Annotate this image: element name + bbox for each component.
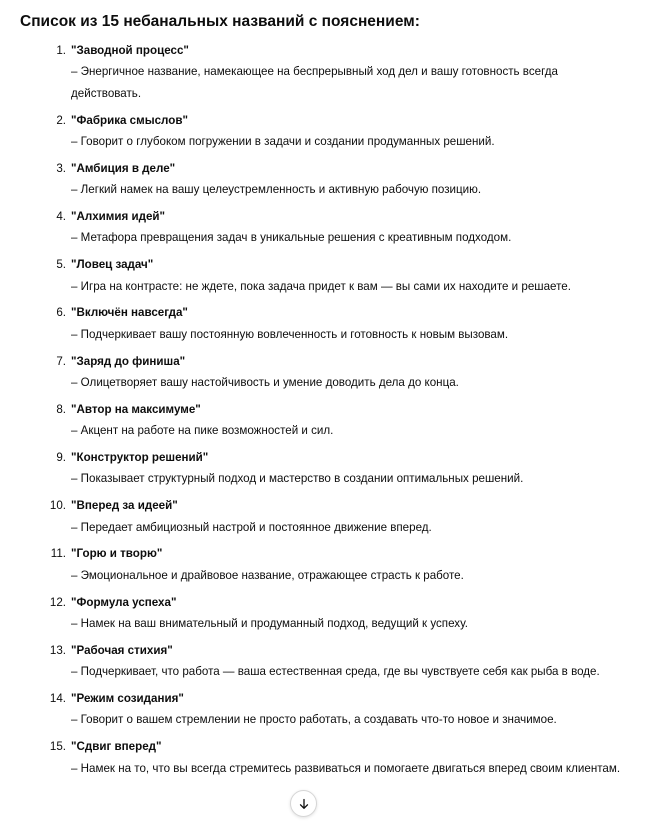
list-item-title: "Амбиция в деле" xyxy=(71,161,176,175)
list-item-number: 10. xyxy=(49,499,66,513)
list-item-number: 5. xyxy=(56,258,66,272)
list-item-description: – Подчеркивает вашу постоянную вовлеченность и готовность к новым вызовам. xyxy=(71,327,509,341)
list-item-description: – Показывает структурный подход и мастерство в создании оптимальных решений. xyxy=(71,472,524,486)
list-item-description: – Энергичное название, намекающее на беспрерывный ход дел и вашу готовность всегда действовать. xyxy=(71,65,559,100)
list-item xyxy=(20,110,625,153)
list-item-description: – Намек на ваш внимательный и продуманный подход, ведущий к успеху. xyxy=(71,617,468,631)
list-item-title: "Заряд до финиша" xyxy=(71,354,186,368)
list-item xyxy=(20,495,625,538)
list-item xyxy=(20,543,625,586)
list-item-description: – Олицетворяет вашу настойчивость и умение доводить дела до конца. xyxy=(71,376,459,390)
list-item-number: 12. xyxy=(49,595,66,609)
list-item-number: 11. xyxy=(50,547,66,561)
list-item-title: "Ловец задач" xyxy=(71,258,154,272)
list-item-title: "Вперед за идеей" xyxy=(71,499,178,513)
names-list xyxy=(20,40,625,779)
list-item-description: – Метафора превращения задач в уникальные решения с креативным подходом. xyxy=(71,231,512,245)
list-item-title: "Сдвиг вперед" xyxy=(71,740,162,754)
list-item-number: 15. xyxy=(49,740,66,754)
list-item-number: 8. xyxy=(56,402,66,416)
list-item xyxy=(20,399,625,442)
list-item-title: "Формула успеха" xyxy=(71,595,177,609)
list-item xyxy=(20,592,625,635)
list-item-description: – Эмоциональное и драйвовое название, отражающее страсть к работе. xyxy=(71,568,464,582)
list-item xyxy=(20,351,625,394)
list-item-title: "Алхимия идей" xyxy=(71,210,166,224)
assistant-message xyxy=(20,12,625,784)
list-item-description: – Намек на то, что вы всегда стремитесь развиваться и помогаете двигаться вперед своим клиентам. xyxy=(71,761,621,775)
list-item-title: "Заводной процесс" xyxy=(71,44,189,57)
list-item-title: "Фабрика смыслов" xyxy=(71,113,188,127)
list-item-description: – Акцент на работе на пике возможностей и сил. xyxy=(71,424,334,438)
list-item-number: 7. xyxy=(56,354,66,368)
list-item-title: "Режим созидания" xyxy=(71,692,184,706)
list-item-description: – Передает амбициозный настрой и постоянное движение вперед. xyxy=(71,520,432,534)
list-item xyxy=(20,40,625,104)
list-item-number: 14. xyxy=(49,692,66,706)
list-item xyxy=(20,302,625,345)
list-item-title: "Горю и творю" xyxy=(71,547,163,561)
list-item-title: "Автор на максимуме" xyxy=(71,402,201,416)
list-item-description: – Легкий намек на вашу целеустремленность и активную рабочую позицию. xyxy=(71,183,482,197)
list-item-description: – Подчеркивает, что работа — ваша естественная среда, где вы чувствуете себя как рыба в воде. xyxy=(71,665,600,679)
list-item-number: 4. xyxy=(56,210,66,224)
list-item-title: "Конструктор решений" xyxy=(71,451,209,465)
list-item-number: 13. xyxy=(49,643,66,657)
list-item xyxy=(20,206,625,249)
list-item xyxy=(20,254,625,297)
list-item-title: "Рабочая стихия" xyxy=(71,643,173,657)
list-item-description: – Игра на контрасте: не ждете, пока задача придет к вам — вы сами их находите и решаете. xyxy=(71,279,571,293)
list-item-number: 6. xyxy=(56,306,66,320)
arrow-down-icon xyxy=(298,798,310,810)
list-item-title: "Включён навсегда" xyxy=(71,306,188,320)
list-item xyxy=(20,158,625,201)
list-item-description: – Говорит о глубоком погружении в задачи и создании продуманных решений. xyxy=(71,135,495,149)
list-item xyxy=(20,640,625,683)
list-item-description: – Говорит о вашем стремлении не просто работать, а создавать что-то новое и значимое. xyxy=(71,713,557,727)
list-item xyxy=(20,688,625,731)
list-item-number: 9. xyxy=(56,451,66,465)
message-heading: Список из 15 небанальных названий с пояснением: xyxy=(20,13,420,30)
list-item xyxy=(20,736,625,779)
list-item-number: 3. xyxy=(56,161,66,175)
list-item-number: 2. xyxy=(56,113,66,127)
scroll-to-bottom-button[interactable] xyxy=(290,790,317,817)
list-item-number: 1. xyxy=(56,44,66,57)
list-item xyxy=(20,447,625,490)
